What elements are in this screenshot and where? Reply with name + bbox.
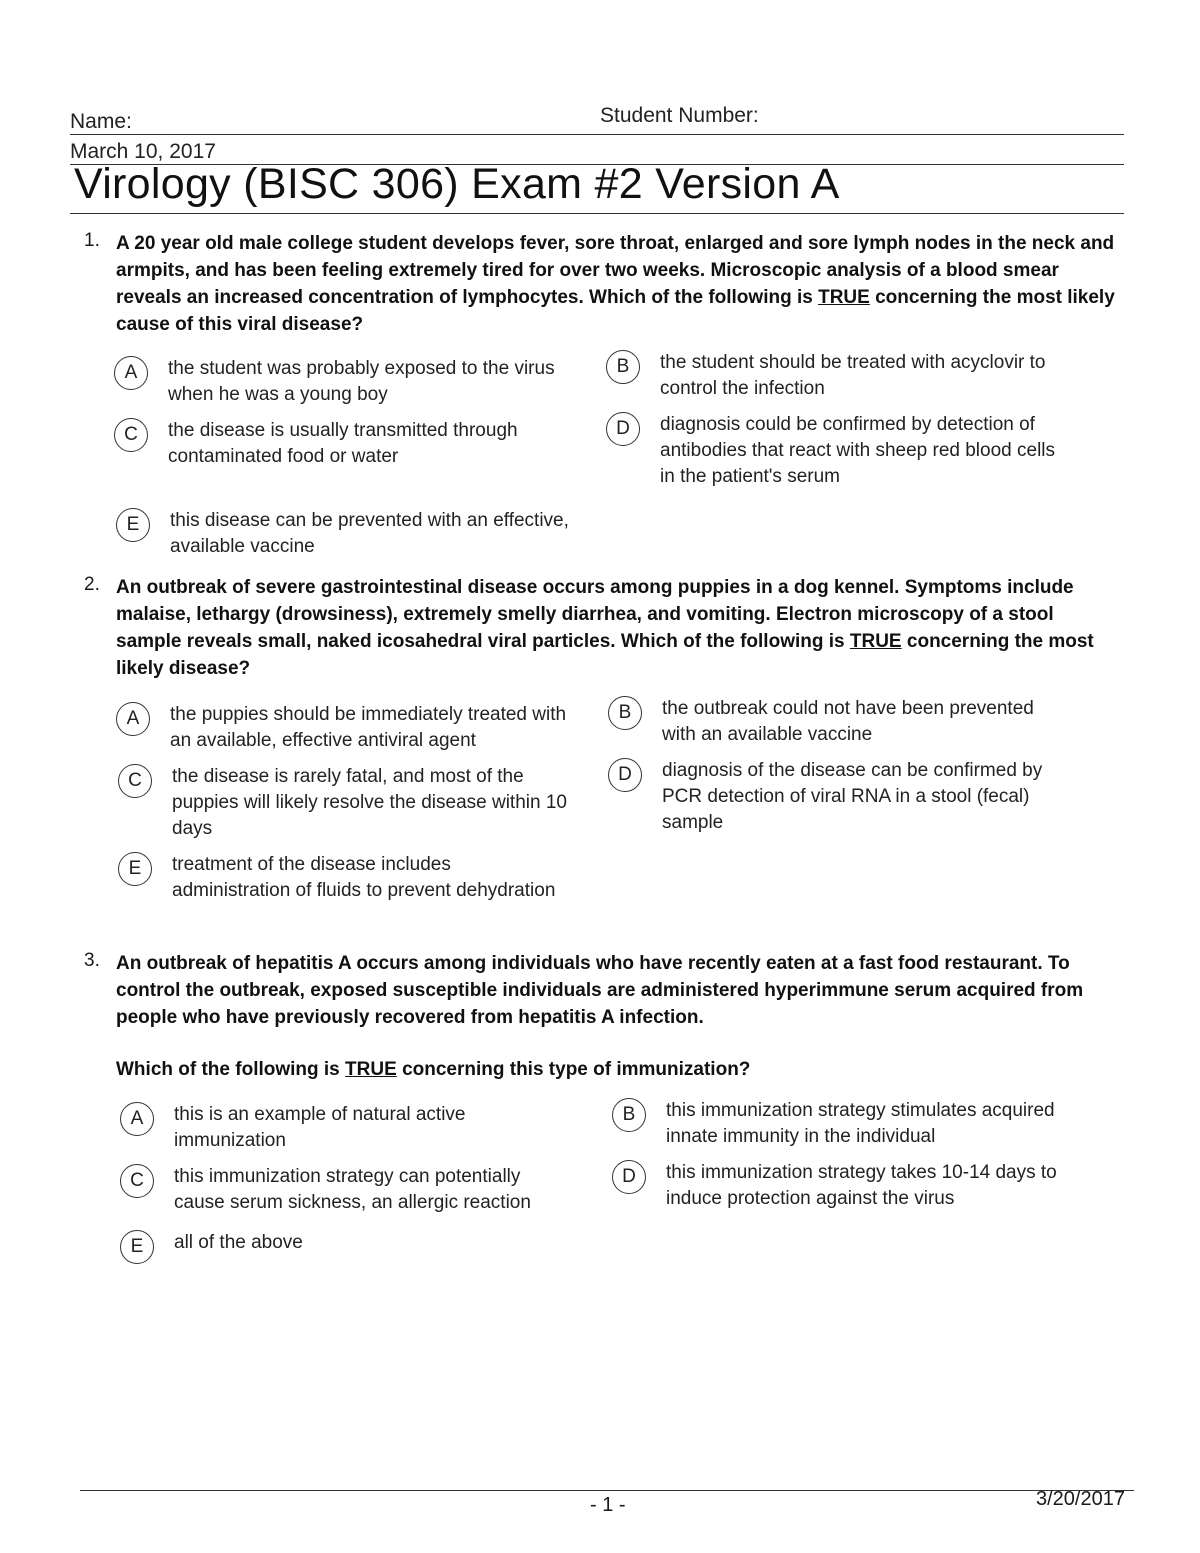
question-prompt: Which of the following is TRUE concerning this type of immunization?	[116, 1059, 751, 1080]
answer-bubble[interactable]: A	[114, 356, 148, 390]
option-text: the disease is usually transmitted through contaminated food or water	[168, 420, 518, 467]
true-emphasis: TRUE	[849, 631, 902, 652]
name-line[interactable]	[70, 134, 1124, 135]
answer-bubble[interactable]: D	[606, 412, 640, 446]
answer-bubble[interactable]: E	[116, 508, 150, 542]
true-emphasis: TRUE	[345, 1059, 397, 1080]
name-label: Name:	[70, 110, 132, 133]
answer-bubble[interactable]: B	[608, 696, 642, 730]
question-stem: A 20 year old male college student develops fever, sore throat, enlarged and sore lymph nodes in the neck and armpits, and has been feeling extremely tired for over two weeks. Microscopic analysis of a blood smear reveals an increased concentration of lymphocytes. Which of the following is TRUE concerning the most likely cause of this viral disease?	[116, 233, 1115, 335]
question-number: 1.	[84, 230, 100, 251]
option-text: the outbreak could not have been prevented with an available vaccine	[662, 698, 1034, 745]
question-number: 3.	[84, 950, 100, 971]
answer-bubble[interactable]: A	[116, 702, 150, 736]
footer-rule	[80, 1490, 1134, 1491]
answer-bubble[interactable]: E	[120, 1230, 154, 1264]
answer-bubble[interactable]: D	[608, 758, 642, 792]
option-text: the disease is rarely fatal, and most of the puppies will likely resolve the disease within 10 days	[172, 766, 567, 839]
footer-date: 3/20/2017	[1036, 1488, 1125, 1510]
option-text: this immunization strategy stimulates acquired innate immunity in the individual	[666, 1100, 1055, 1147]
option-text: diagnosis of the disease can be confirmed by PCR detection of viral RNA in a stool (fecal) sample	[662, 760, 1043, 833]
exam-date: March 10, 2017	[70, 140, 216, 163]
question-number: 2.	[84, 574, 100, 595]
answer-bubble[interactable]: B	[606, 350, 640, 384]
student-number-label: Student Number:	[600, 104, 759, 127]
option-text: treatment of the disease includes administration of fluids to prevent dehydration	[172, 854, 556, 901]
answer-bubble[interactable]: C	[118, 764, 152, 798]
option-text: all of the above	[174, 1232, 303, 1253]
true-emphasis: TRUE	[818, 287, 870, 308]
exam-title: Virology (BISC 306) Exam #2 Version A	[74, 160, 840, 208]
question-stem: An outbreak of severe gastrointestinal disease occurs among puppies in a dog kennel. Symptoms include malaise, lethargy (drowsiness), extremely smelly diarrhea, and vomiting. Electron microscopy of a stool sample reveals small, naked icosahedral viral particles. Which of the following is TRUE concerning the most likely disease?	[116, 577, 1094, 679]
answer-bubble[interactable]: D	[612, 1160, 646, 1194]
answer-bubble[interactable]: B	[612, 1098, 646, 1132]
answer-bubble[interactable]: A	[120, 1102, 154, 1136]
option-text: this disease can be prevented with an effective, available vaccine	[170, 510, 569, 557]
answer-bubble[interactable]: E	[118, 852, 152, 886]
title-rule	[70, 213, 1124, 214]
answer-bubble[interactable]: C	[114, 418, 148, 452]
option-text: the student should be treated with acyclovir to control the infection	[660, 352, 1046, 399]
option-text: diagnosis could be confirmed by detection of antibodies that react with sheep red blood cells in the patient's serum	[660, 414, 1056, 487]
option-text: the puppies should be immediately treated with an available, effective antiviral agent	[170, 704, 567, 751]
option-text: this immunization strategy can potentially cause serum sickness, an allergic reaction	[174, 1166, 531, 1213]
question-stem: An outbreak of hepatitis A occurs among individuals who have recently eaten at a fast food restaurant. To control the outbreak, exposed susceptible individuals are administered hyperimmune serum acquired from people who have previously recovered from hepatitis A infection.	[116, 953, 1084, 1028]
option-text: this immunization strategy takes 10-14 days to induce protection against the virus	[666, 1162, 1057, 1209]
answer-bubble[interactable]: C	[120, 1164, 154, 1198]
page-number: - 1 -	[590, 1494, 626, 1516]
option-text: this is an example of natural active immunization	[174, 1104, 466, 1151]
option-text: the student was probably exposed to the virus when he was a young boy	[168, 358, 555, 405]
